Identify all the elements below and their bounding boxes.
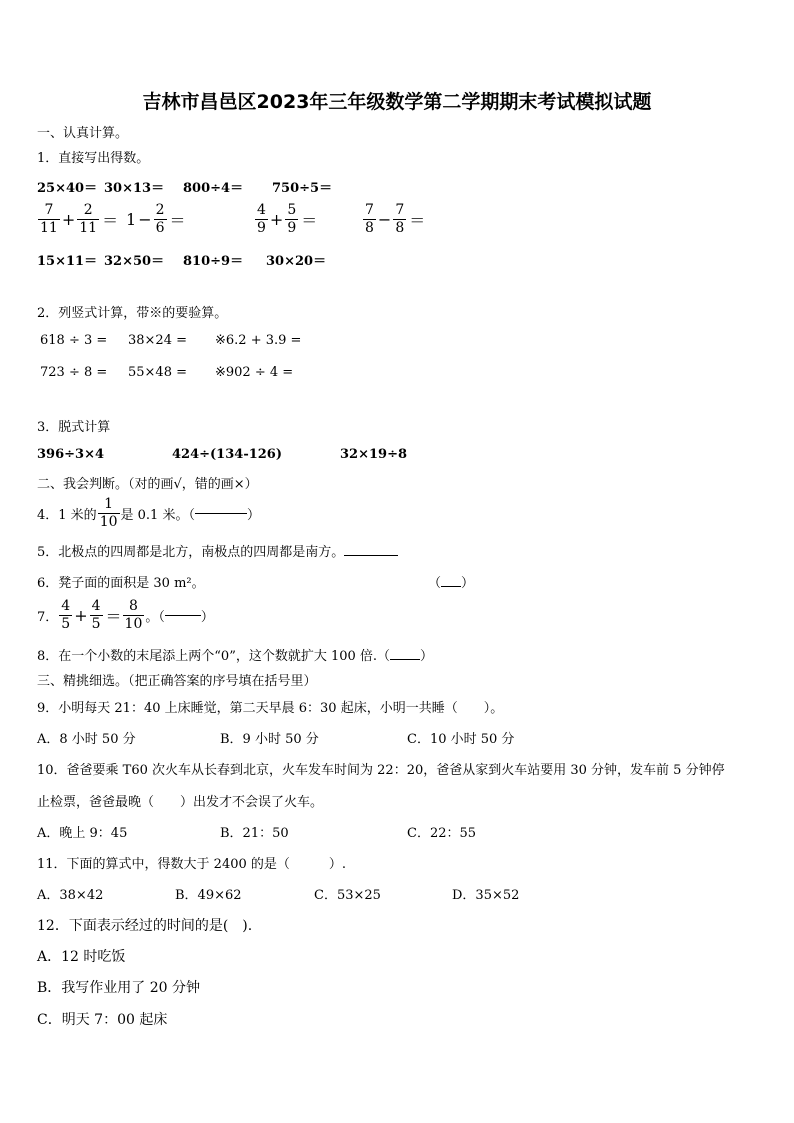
fraction: $\frac{4}{5}$ (91, 598, 101, 632)
q12-text: 12．下面表示经过的时间的是( ). (37, 918, 253, 934)
q11-text: 11．下面的算式中，得数大于 2400 的是（ ）. (37, 857, 347, 872)
q2-expr: 55×48 = (128, 365, 188, 380)
q11-option-b[interactable]: B．49×62 (175, 888, 242, 903)
q6-text: 6．凳子面的面积是 30 m²。 (37, 576, 205, 591)
section2-heading: 二、我会判断。（对的画√，错的画×） (37, 477, 258, 492)
q9-option-b[interactable]: B．9 小时 50 分 (220, 732, 319, 747)
q1-label: 1．直接写出得数。 (37, 151, 150, 166)
q1-expr: 750÷5＝ (272, 181, 333, 196)
q1-expr: 25×40＝ (37, 181, 98, 196)
fraction: $\frac{2}{11}$ (79, 202, 98, 236)
q1-fraction-expr: $\frac{4}{9}$ + $\frac{5}{9}$ ＝ (257, 202, 318, 236)
q9-option-a[interactable]: A．8 小时 50 分 (37, 732, 136, 747)
q1-fraction-expr: $\frac{7}{8}$ − $\frac{7}{8}$ ＝ (365, 202, 426, 236)
q11-option-a[interactable]: A．38×42 (37, 888, 104, 903)
q12-option-a[interactable]: A．12 时吃饭 (37, 949, 126, 965)
q3-label: 3．脱式计算 (37, 420, 111, 435)
answer-blank[interactable] (165, 615, 201, 616)
q3-expr: 32×19÷8 (340, 447, 408, 462)
fraction: $\frac{5}{9}$ (287, 202, 297, 236)
q1-expr: 15×11＝ (37, 254, 98, 269)
q4: 4．1 米的 $\frac{1}{10}$ 是 0.1 米。（ ） (37, 496, 260, 530)
q7: 7． $\frac{4}{5}$ + $\frac{4}{5}$ ＝ $\frac{8}{10}$ 。（ ） (37, 598, 214, 632)
answer-blank[interactable] (390, 659, 420, 660)
fraction: $\frac{4}{5}$ (61, 598, 71, 632)
fraction: $\frac{7}{11}$ (40, 202, 58, 236)
q3-expr: 396÷3×4 (37, 447, 105, 462)
q2-expr: 723 ÷ 8 = (40, 365, 108, 380)
q12-option-b[interactable]: B．我写作业用了 20 分钟 (37, 980, 201, 996)
q2-expr: 618 ÷ 3 = (40, 333, 108, 348)
fraction: $\frac{4}{9}$ (257, 202, 266, 236)
q11-option-c[interactable]: C．53×25 (314, 888, 381, 903)
q1-expr: 30×13＝ (104, 181, 165, 196)
q10-option-b[interactable]: B．21：50 (220, 826, 289, 841)
q5: 5．北极点的四周都是北方，南极点的四周都是南方。 (37, 541, 398, 560)
q10-option-a[interactable]: A．晚上 9：45 (37, 826, 128, 841)
page-title: 吉林市昌邑区2023年三年级数学第二学期期末考试模拟试题 (142, 91, 652, 113)
q3-expr: 424÷(134-126) (172, 447, 282, 462)
answer-blank[interactable] (195, 513, 247, 514)
fraction: $\frac{7}{8}$ (365, 202, 374, 236)
q9-option-c[interactable]: C．10 小时 50 分 (407, 732, 515, 747)
q1-fraction-expr: 1 − $\frac{2}{6}$ ＝ (126, 202, 186, 236)
q11-option-d[interactable]: D．35×52 (452, 888, 520, 903)
section1-heading: 一、认真计算。 (37, 126, 129, 141)
q1-expr: 810÷9＝ (183, 254, 244, 269)
fraction: $\frac{2}{6}$ (155, 202, 165, 236)
q9-text: 9．小明每天 21：40 上床睡觉，第二天早晨 6：30 起床，小明一共睡（ ）。 (37, 701, 504, 716)
q2-expr: 38×24 = (128, 333, 188, 348)
section3-heading: 三、精挑细选。（把正确答案的序号填在括号里） (37, 674, 317, 689)
q2-expr: ※902 ÷ 4 = (215, 365, 294, 380)
fraction: $\frac{7}{8}$ (395, 202, 405, 236)
fraction: $\frac{1}{10}$ (99, 496, 118, 530)
q2-expr: ※6.2 + 3.9 = (215, 333, 302, 348)
q10-line2: 止检票，爸爸最晚（ ）出发才不会误了火车。 (37, 795, 324, 810)
q10-option-c[interactable]: C．22：55 (407, 826, 477, 841)
q1-expr: 800÷4＝ (183, 181, 244, 196)
q6-answer: （ ） (428, 576, 475, 591)
fraction: $\frac{8}{10}$ (124, 598, 143, 632)
answer-blank[interactable] (344, 555, 398, 556)
answer-blank[interactable] (441, 586, 461, 587)
q1-expr: 32×50＝ (104, 254, 165, 269)
q2-label: 2．列竖式计算，带※的要验算。 (37, 306, 228, 321)
q8: 8．在一个小数的末尾添上两个“0”，这个数就扩大 100 倍.（ ） (37, 649, 434, 664)
q12-option-c[interactable]: C．明天 7：00 起床 (37, 1012, 168, 1028)
q1-fraction-expr: $\frac{7}{11}$ + $\frac{2}{11}$ ＝ (40, 202, 119, 236)
q1-expr: 30×20＝ (266, 254, 327, 269)
q10-line1: 10．爸爸要乘 T60 次火车从长春到北京，火车发车时间为 22：20，爸爸从家到火车站要用 30 分钟，发车前 5 分钟停 (37, 763, 725, 778)
